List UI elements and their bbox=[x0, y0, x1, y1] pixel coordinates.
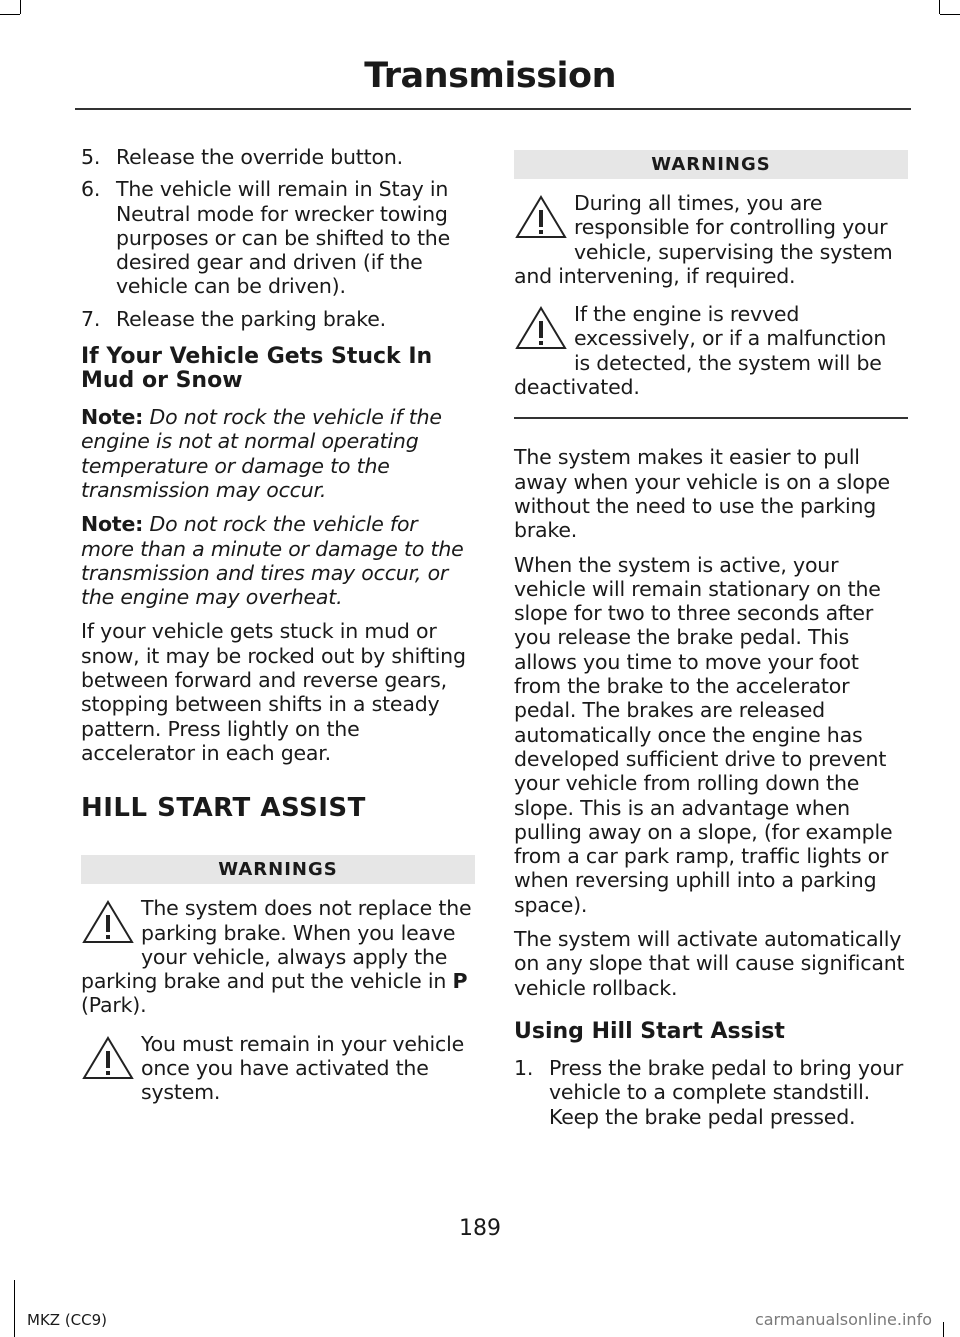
step-text: The vehicle will remain in Stay in Neutral mode for wrecker towing purposes or can be shifted to the desired gear and driven (if the vehicle can be driven). bbox=[116, 177, 450, 299]
crop-mark bbox=[940, 14, 960, 15]
note-text: Do not rock the vehicle if the engine is not at normal operating temperature or damage to the transmission may occur. bbox=[81, 405, 442, 502]
warning-triangle-icon bbox=[514, 304, 568, 352]
list-item bbox=[81, 145, 475, 169]
list-item bbox=[514, 1056, 908, 1129]
body-paragraph: When the system is active, your vehicle will remain stationary on the slope for two to three seconds after you release the brake pedal. This allows you time to move your foot from the brake to the accelerator pedal. The brakes are released automatically once the engine has developed sufficient drive to prevent your vehicle from rolling down the slope. This is an advantage when pulling away on a slope, (for example from a car park ramp, traffic lights or when reversing uphill into a parking space). bbox=[514, 552, 893, 917]
watermark: carmanualsonline.info bbox=[754, 1310, 932, 1329]
step-text: Press the brake pedal to bring your vehicle to a complete standstill. Keep the brake pedal pressed. bbox=[549, 1055, 904, 1129]
crop-mark bbox=[943, 1322, 944, 1337]
warnings-header: WARNINGS bbox=[81, 855, 475, 884]
crop-mark bbox=[20, 0, 21, 14]
crop-mark bbox=[939, 0, 940, 14]
header-rule bbox=[75, 108, 911, 110]
list-item bbox=[81, 177, 475, 298]
warning-triangle-icon bbox=[514, 193, 568, 241]
note-paragraph bbox=[81, 405, 475, 502]
list-item bbox=[81, 307, 475, 331]
gear-p: P bbox=[452, 969, 468, 994]
warning-item bbox=[81, 896, 475, 1017]
crop-mark bbox=[0, 14, 20, 15]
model-code: MKZ (CC9) bbox=[27, 1311, 108, 1329]
warnings-block bbox=[514, 191, 908, 419]
warning-text: The system does not replace the parking brake. When you leave your vehicle, always apply the parking brake and put the vehicle in P (Park). bbox=[81, 896, 472, 1018]
step-number: 7. bbox=[81, 306, 101, 331]
warning-triangle-icon bbox=[81, 898, 135, 946]
note-label: Note: bbox=[81, 405, 144, 430]
step-number: 6. bbox=[81, 177, 101, 202]
warnings-header: WARNINGS bbox=[514, 150, 908, 179]
step-number: 5. bbox=[81, 145, 101, 169]
section-heading-hsa: HILL START ASSIST bbox=[81, 793, 366, 824]
page-title: Transmission bbox=[364, 56, 616, 96]
warning-triangle-icon bbox=[81, 1034, 135, 1082]
step-text: Release the override button. bbox=[116, 145, 403, 169]
body-paragraph: The system will activate automatically on any slope that will cause significant vehicle rollback. bbox=[514, 927, 905, 1000]
warning-item bbox=[81, 1032, 475, 1105]
body-paragraph: The system makes it easier to pull away when your vehicle is on a slope without the need to use the parking brake. bbox=[514, 445, 890, 543]
warning-item bbox=[514, 191, 908, 288]
note-paragraph bbox=[81, 512, 475, 609]
warning-text: During all times, you are responsible for controlling your vehicle, supervising the system and intervening, if required. bbox=[514, 191, 893, 288]
step-number: 1. bbox=[514, 1055, 534, 1080]
note-text: Do not rock the vehicle for more than a minute or damage to the transmission and tires may occur, or the engine may overheat. bbox=[81, 512, 464, 610]
right-column bbox=[514, 150, 908, 1137]
body-paragraph: If your vehicle gets stuck in mud or snow, it may be rocked out by shifting between forward and reverse gears, stopping between shifts in a steady pattern. Press lightly on the accelerator in each gear. bbox=[81, 619, 466, 765]
warning-text: If the engine is revved excessively, or if a malfunction is detected, the system will be deactivated. bbox=[514, 302, 887, 400]
step-text: Release the parking brake. bbox=[116, 306, 386, 331]
left-column bbox=[81, 145, 475, 1119]
warning-item bbox=[514, 302, 908, 399]
section-heading-using: Using Hill Start Assist bbox=[514, 1018, 785, 1044]
page-number: 189 bbox=[459, 1216, 501, 1241]
note-label: Note: bbox=[81, 512, 144, 537]
crop-mark bbox=[14, 1280, 15, 1337]
warning-text: You must remain in your vehicle once you have activated the system. bbox=[141, 1031, 465, 1105]
section-heading-stuck: If Your Vehicle Gets Stuck In Mud or Snow bbox=[81, 344, 433, 394]
